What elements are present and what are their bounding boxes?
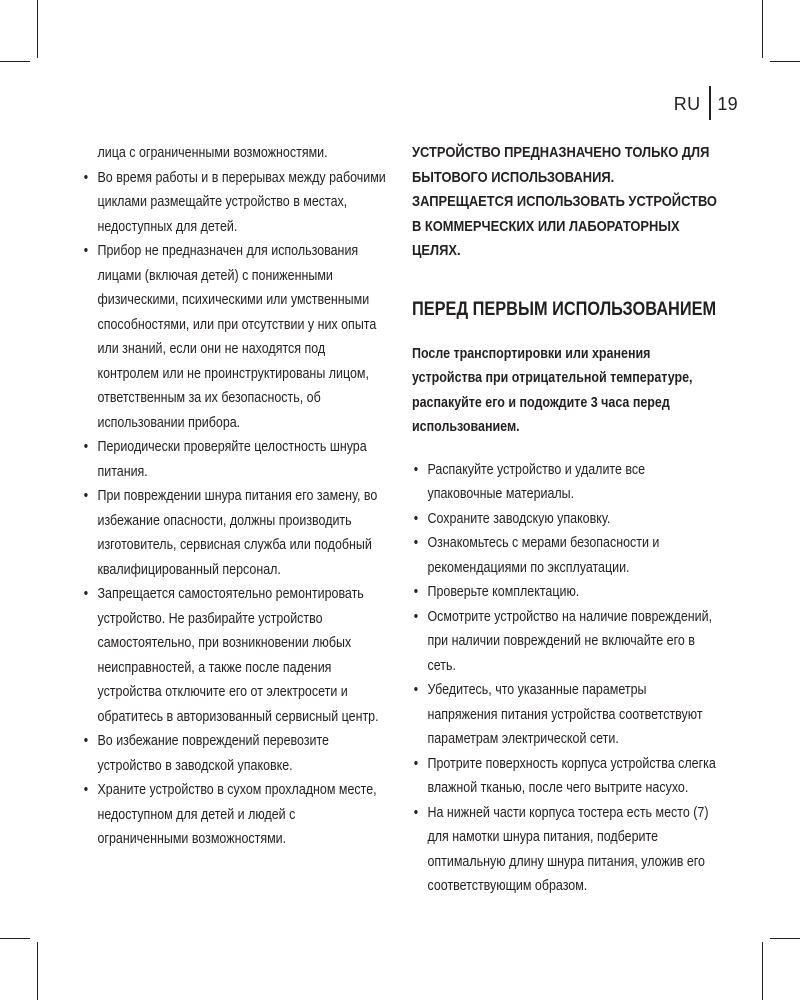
crop-mark-bottom-left [37,942,38,1000]
list-item: • Прибор не предназначен для использования лицами (включая детей) с пониженными физическими, психическими или умственными способностями, или при отсутствии у них опыта или знаний, если они не находятся под контролем или не проинструктированы лицом, ответственным за их безопасность, об использовании прибора. [82,239,388,435]
crop-mark-left-lower [0,938,30,939]
list-item: • Во избежание повреждений перевозите устройство в заводской упаковке. [82,729,388,778]
list-item: • На нижней части корпуса тостера есть место (7) для намотки шнура питания, подберите оптимальную длину шнура питания, уложив его соответствующим образом. [412,801,718,899]
crop-mark-left-upper [0,61,30,62]
household-use-warning: УСТРОЙСТВО ПРЕДНАЗНАЧЕНО ТОЛЬКО ДЛЯ БЫТОВОГО ИСПОЛЬЗОВАНИЯ. ЗАПРЕЩАЕТСЯ ИСПОЛЬЗОВАТЬ УСТРОЙСТВО В КОММЕРЧЕСКИХ ИЛИ ЛАБОРАТОРНЫХ ЦЕЛЯХ. [412,144,717,259]
list-item: • При повреждении шнура питания его замену, во избежание опасности, должны производить изготовитель, сервисная служба или подобный квалифицированный персонал. [82,484,388,582]
crop-mark-top-left [37,0,38,58]
list-item: • Периодически проверяйте целостность шнура питания. [82,435,388,484]
intro-paragraph: После транспортировки или хранения устройства при отрицательной температуре, распакуйте его и подождите 3 часа перед использованием. [412,345,693,435]
section-heading: ПЕРЕД ПЕРВЫМ ИСПОЛЬЗОВАНИЕМ [412,298,717,320]
list-item: • Проверьте комплектацию. [412,580,718,605]
list-item: • Протрите поверхность корпуса устройства слегка влажной тканью, после чего вытрите насухо. [412,752,718,801]
list-item: • Убедитесь, что указанные параметры напряжения питания устройства соответствуют параметрам электрической сети. [412,678,718,752]
right-column [412,141,718,899]
left-column [82,141,388,852]
page-header [674,90,738,120]
continuation-text: лица с ограниченными возможностями. [97,145,328,161]
crop-mark-right-lower [770,938,800,939]
language-code: RU [673,94,701,114]
list-item: • Запрещается самостоятельно ремонтировать устройство. Не разбирайте устройство самостоятельно, при возникновении любых неисправностей, а также после падения устройства отключите его от электросети и обратитесь в авторизованный сервисный центр. [82,582,388,729]
first-use-bullet-list [412,458,718,899]
safety-bullet-list [82,166,388,852]
crop-mark-right-upper [770,61,800,62]
list-item: • Распакуйте устройство и удалите все упаковочные материалы. [412,458,718,507]
list-item: • Ознакомьтесь с мерами безопасности и рекомендациями по эксплуатации. [412,531,718,580]
list-item: • Осмотрите устройство на наличие повреждений, при наличии повреждений не включайте его в сеть. [412,605,718,679]
list-item: • Во время работы и в перерывах между рабочими циклами размещайте устройство в местах, недоступных для детей. [82,166,388,240]
page-number: 19 [717,94,738,114]
list-item: • Сохраните заводскую упаковку. [412,507,718,532]
list-item: • Храните устройство в сухом прохладном месте, недоступном для детей и людей с ограниченными возможностями. [82,778,388,852]
crop-mark-top-right [762,0,763,58]
crop-mark-bottom-right [762,942,763,1000]
